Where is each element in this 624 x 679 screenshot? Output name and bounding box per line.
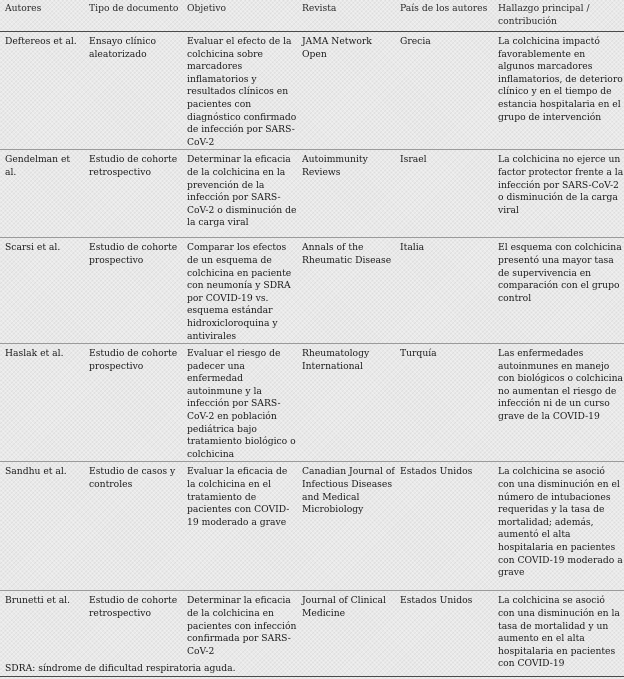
cell-tipo: Estudio de cohorte retrospectivo: [84, 591, 182, 677]
cell-objetivo: Comparar los efectos de un esquema de colchicina en paciente con neumonía y SDRA por COVID-19 vs. esquema estándar hidroxicloroquina y antivirales: [182, 238, 297, 344]
cell-autores: Haslak et al.: [0, 344, 84, 462]
cell-pais: Estados Unidos: [395, 591, 493, 677]
cell-autores: Sandhu et al.: [0, 462, 84, 591]
header-tipo-documento: Tipo de documento: [84, 0, 182, 32]
table-row: [0, 344, 624, 462]
cell-hallazgo: Las enfermedades autoinmunes en manejo con biológicos o colchicina no aumentan el riesgo de infección ni de un curso grave de la COVID-19: [493, 344, 624, 462]
cell-tipo: Estudio de casos y controles: [84, 462, 182, 591]
cell-objetivo: Evaluar el efecto de la colchicina sobre marcadores inflamatorios y resultados clínicos en pacientes con diagnóstico confirmado de infección por SARS-CoV-2: [182, 32, 297, 150]
table-footnote: SDRA: síndrome de dificultad respiratoria aguda.: [5, 663, 236, 674]
cell-pais: Israel: [395, 150, 493, 238]
cell-autores: Deftereos et al.: [0, 32, 84, 150]
cell-hallazgo: La colchicina impactó favorablemente en algunos marcadores inflamatorios, de deterioro clínico y en el tiempo de estancia hospitalaria en el grupo de intervención: [493, 32, 624, 150]
cell-objetivo: Determinar la eficacia de la colchicina en pacientes con infección confirmada por SARS-CoV-2: [182, 591, 297, 677]
cell-tipo: Ensayo clínico aleatorizado: [84, 32, 182, 150]
header-hallazgo: Hallazgo principal / contribución: [493, 0, 624, 32]
cell-revista: Canadian Journal of Infectious Diseases and Medical Microbiology: [297, 462, 395, 591]
cell-hallazgo: La colchicina se asoció con una disminución en el número de intubaciones requeridas y la tasa de mortalidad; además, aumentó el alta hospitalaria en pacientes con COVID-19 moderado a grave: [493, 462, 624, 591]
cell-pais: Estados Unidos: [395, 462, 493, 591]
cell-revista: Journal of Clinical Medicine: [297, 591, 395, 677]
cell-hallazgo: La colchicina no ejerce un factor protector frente a la infección por SARS-CoV-2 o disminución de la carga viral: [493, 150, 624, 238]
cell-tipo: Estudio de cohorte retrospectivo: [84, 150, 182, 238]
cell-autores: Brunetti et al.: [0, 591, 84, 677]
cell-hallazgo: La colchicina se asoció con una disminución en la tasa de mortalidad y un aumento en el alta hospitalaria en pacientes con COVID-19: [493, 591, 624, 677]
table-row: [0, 150, 624, 238]
header-autores: Autores: [0, 0, 84, 32]
table-header-row: [0, 0, 624, 32]
cell-pais: Grecia: [395, 32, 493, 150]
header-pais: País de los autores: [395, 0, 493, 32]
table-row: [0, 238, 624, 344]
header-revista: Revista: [297, 0, 395, 32]
cell-revista: Autoimmunity Reviews: [297, 150, 395, 238]
cell-tipo: Estudio de cohorte prospectivo: [84, 238, 182, 344]
table-row: [0, 32, 624, 150]
cell-pais: Turquía: [395, 344, 493, 462]
cell-objetivo: Determinar la eficacia de la colchicina en la prevención de la infección por SARS-CoV-2 o disminución de la carga viral: [182, 150, 297, 238]
cell-tipo: Estudio de cohorte prospectivo: [84, 344, 182, 462]
cell-autores: Scarsi et al.: [0, 238, 84, 344]
cell-revista: JAMA Network Open: [297, 32, 395, 150]
cell-autores: Gendelman et al.: [0, 150, 84, 238]
cell-pais: Italia: [395, 238, 493, 344]
cell-revista: Rheumatology International: [297, 344, 395, 462]
cell-objetivo: Evaluar la eficacia de la colchicina en el tratamiento de pacientes con COVID-19 moderado a grave: [182, 462, 297, 591]
table-row: [0, 462, 624, 591]
cell-hallazgo: El esquema con colchicina presentó una mayor tasa de supervivencia en comparación con el grupo control: [493, 238, 624, 344]
cell-revista: Annals of the Rheumatic Disease: [297, 238, 395, 344]
cell-objetivo: Evaluar el riesgo de padecer una enfermedad autoinmune y la infección por SARS-CoV-2 en población pediátrica bajo tratamiento biológico o colchicina: [182, 344, 297, 462]
header-objetivo: Objetivo: [182, 0, 297, 32]
